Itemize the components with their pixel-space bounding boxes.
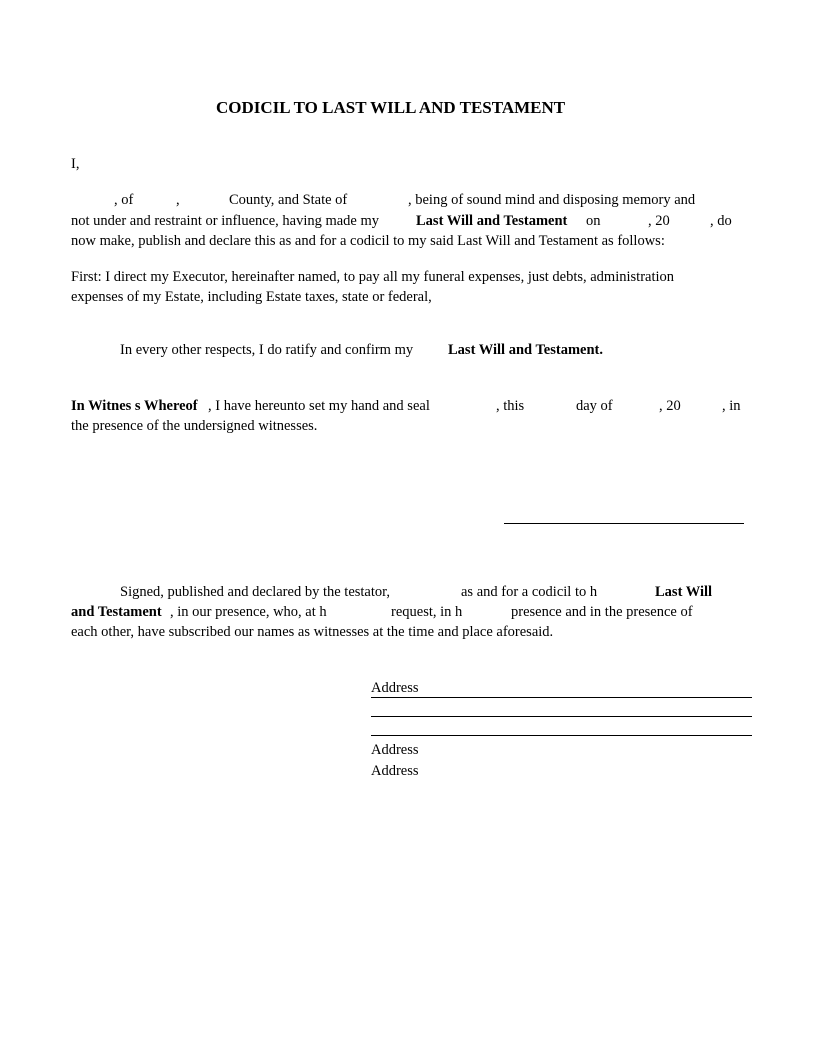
signed-line1-text: Signed, published and declared by the testator, — [120, 584, 391, 600]
signed-line3: each other, have subscribed our names as witnesses at the time and place aforesaid. — [71, 624, 554, 640]
intro-county-state: County, and State of — [229, 192, 348, 208]
signed-line1-bold: Last Will — [655, 584, 713, 600]
witness-line-3 — [371, 735, 752, 736]
signed-line2-bold: and Testament — [71, 604, 162, 620]
witness-bold: In Witnes s Whereof — [71, 398, 198, 414]
intro-line3: now make, publish and declare this as and for a codicil to my said Last Will and Testament as follows: — [71, 233, 665, 249]
witness-in: , in — [722, 398, 741, 414]
first-line2: expenses of my Estate, including Estate taxes, state or federal, — [71, 289, 432, 305]
intro-i-label: I, — [71, 156, 80, 172]
signed-line1-codicil: as and for a codicil to h — [461, 584, 598, 600]
address-label-1: Address — [371, 680, 419, 696]
witness-year: , 20 — [659, 398, 681, 414]
signed-line2-request: request, in h — [391, 604, 463, 620]
ratify-bold: Last Will and Testament. — [448, 342, 603, 358]
intro-of: , of — [114, 192, 134, 208]
intro-comma: , — [176, 192, 180, 208]
intro-sound-mind: , being of sound mind and disposing memory and — [408, 192, 696, 208]
intro-line2-prefix: not under and restraint or influence, having made my — [71, 213, 380, 229]
intro-year: , 20 — [648, 213, 670, 229]
testator-signature-line — [504, 523, 744, 524]
witness-line2: the presence of the undersigned witnesses. — [71, 418, 318, 434]
witness-text1: , I have hereunto set my hand and seal — [208, 398, 430, 414]
ratify-text: In every other respects, I do ratify and confirm my — [120, 342, 414, 358]
first-line1: First: I direct my Executor, hereinafter named, to pay all my funeral expenses, just debts, administration — [71, 269, 675, 285]
witness-day-of: day of — [576, 398, 613, 414]
intro-on: on — [586, 213, 601, 229]
signed-line2-text: , in our presence, who, at h — [170, 604, 327, 620]
address-label-3: Address — [371, 763, 419, 779]
address-label-2: Address — [371, 742, 419, 758]
witness-line-2 — [371, 716, 752, 717]
intro-do: , do — [710, 213, 732, 229]
witness-line-1 — [371, 697, 752, 698]
document-title: CODICIL TO LAST WILL AND TESTAMENT — [216, 98, 566, 117]
signed-line2-presence: presence and in the presence of — [511, 604, 693, 620]
intro-will-bold: Last Will and Testament — [416, 213, 568, 229]
witness-this: , this — [496, 398, 525, 414]
